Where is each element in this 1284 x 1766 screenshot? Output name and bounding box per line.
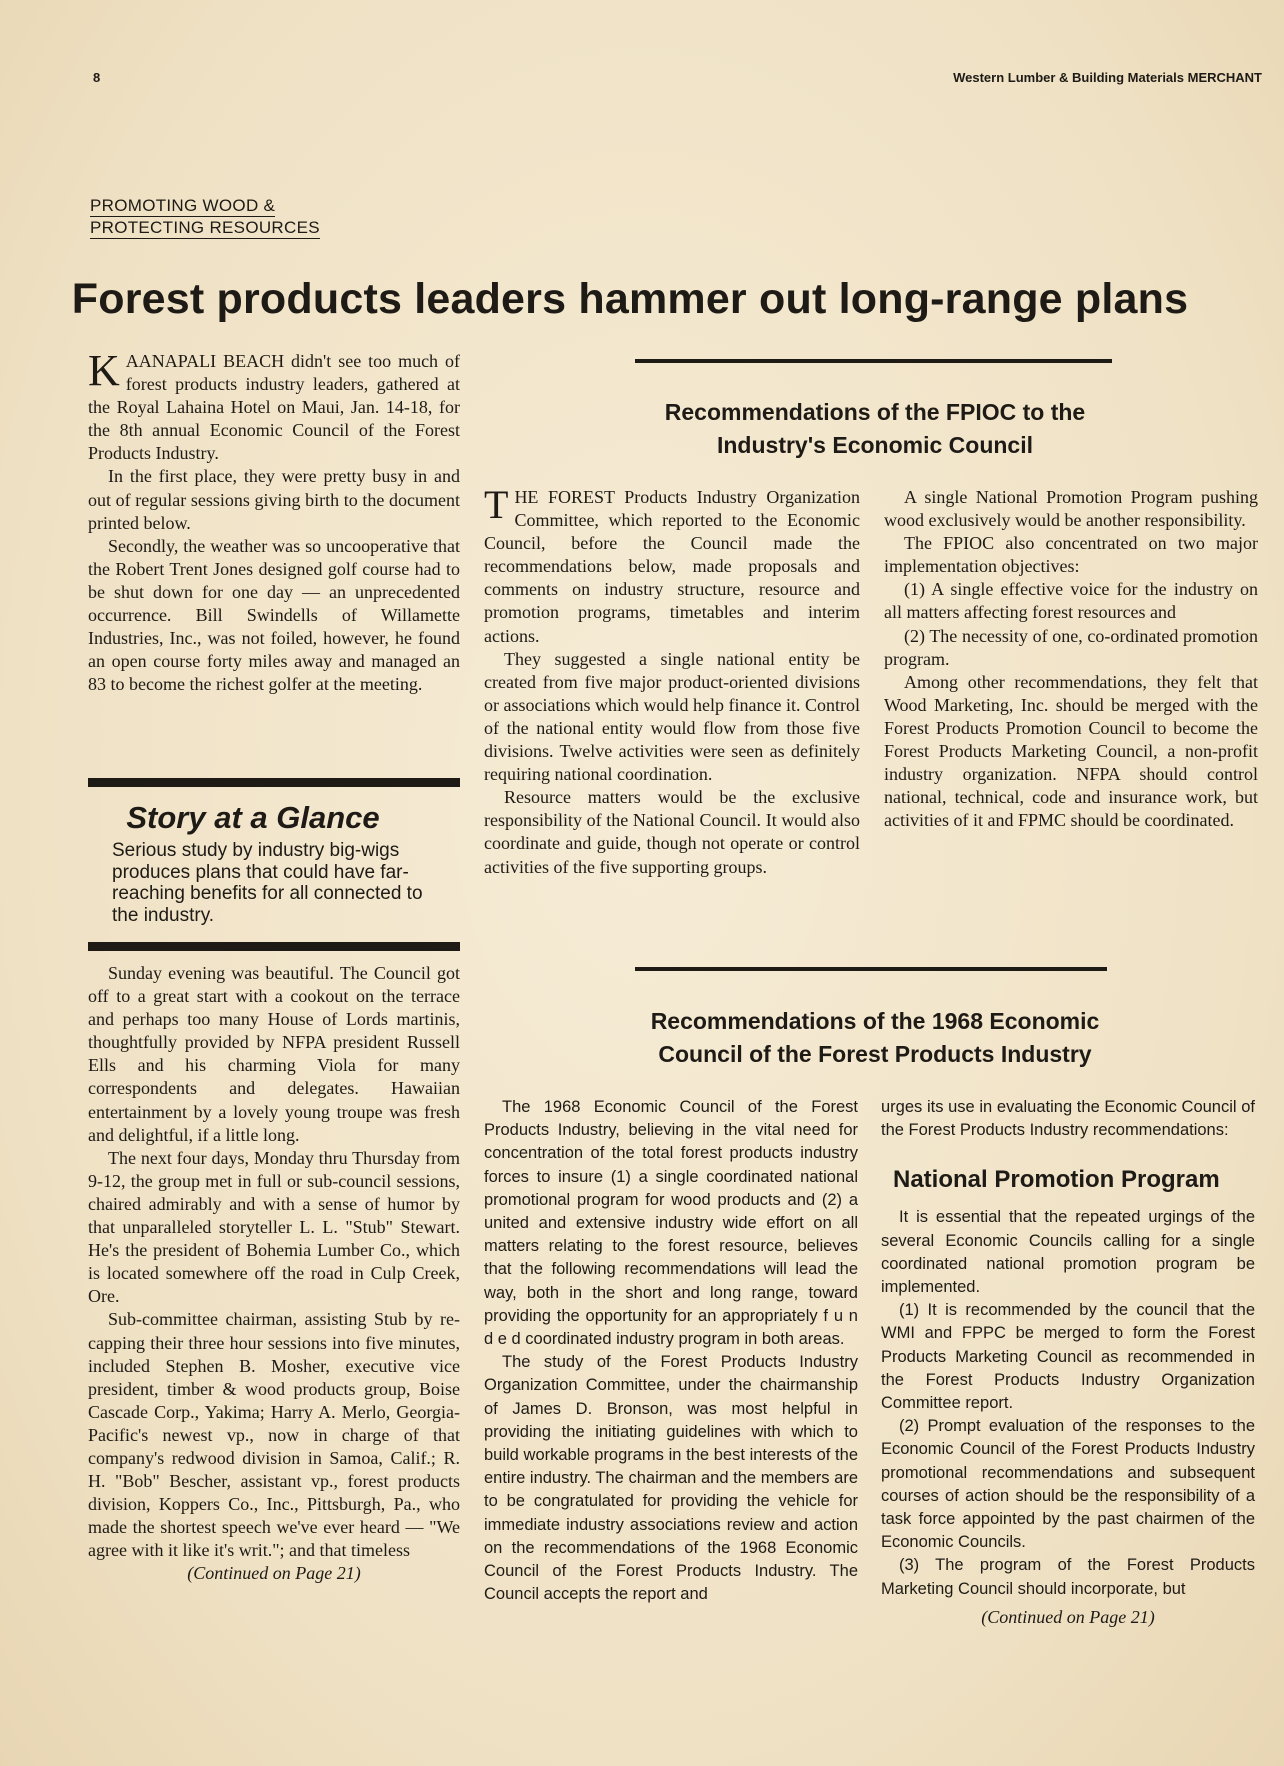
council-subhead: National Promotion Program [893,1166,1220,1194]
section-kicker [90,195,320,239]
story-paragraph-3: Secondly, the weather was so uncooperative that the Robert Trent Jones designed golf course had to be shut down for one day — an unprecedented occurrence. Bill Swindells of Willamette Industries, Inc., was not foiled, however, he found an open course forty miles away and managed an 83 to become the richest golfer at the meeting. [88,535,460,695]
fpioc-heading-line-2: Industry's Economic Council [716,432,1033,458]
council-heading [560,1005,1190,1071]
kicker-line-1: PROMOTING WOOD & [90,196,276,215]
glance-top-rule [88,778,460,787]
fpioc-paragraph-2: They suggested a single national entity be created from five major product-oriented divisions or associations which would help finance it. Control of the national entity would flow from those five divisions. Twelve activities were seen as definitely requiring national coordination. [484,648,860,785]
council-paragraph-4: It is essential that the repeated urgings of the several Economic Councils calling for a single coordinated national promotion program be implemented. [881,1208,1255,1297]
story-column-top [88,346,460,696]
fpioc-paragraph-7: (2) The necessity of one, co-ordinated promotion program. [884,625,1258,669]
kicker-line-2: PROTECTING RESOURCES [90,218,320,237]
glance-bottom-rule [88,942,460,951]
fpioc-column-2 [884,486,1258,832]
council-paragraph-1: The 1968 Economic Council of the Forest Products Industry, believing in the vital need for concentration of the total forest products industry forces to insure (1) a single coordinated national promotional program for wood products and (2) a united and extensive industry wide effort on all matters relating to the forest resource, believes that the following recommendations will lead the way, both in the short and long range, toward providing the opportunity for an appropriately f u n d e d coordinated industry program in both areas. [484,1098,858,1349]
story-dropcap: K [88,346,120,395]
fpioc-paragraph-3: Resource matters would be the exclusive responsibility of the National Council. It would also coordinate and guide, though not operate or control activities of the five supporting groups. [484,787,860,877]
fpioc-paragraph-1: THE FOREST Products Industry Organization Committee, which reported to the Economic Council, before the Council made the recommendations below, made proposals and comments on industry structure, resource and promotion programs, timetables and interim actions. [484,482,860,646]
fpioc-paragraph-8: Among other recommendations, they felt that Wood Marketing, Inc. should be merged with the Forest Products Promotion Council to become the Forest Products Marketing Council, a non-profit industry organization. NFPA should control national, technical, code and insurance work, but activities of it and FPMC should be coordinated. [884,671,1258,831]
council-heading-line-2: Council of the Forest Products Industry [658,1041,1092,1067]
publication-name: Western Lumber & Building Materials MERCHANT [953,70,1262,85]
story-paragraph-6: Sub-committee chairman, assisting Stub by re-capping their three hour sessions into five minutes, included Stephen B. Mosher, executive vice president, timber & wood products group, Boise Cascade Corp., Yakima; Harry A. Merlo, Georgia-Pacific's newest vp., now in charge of that company's redwood division in Samoa, Calif.; R. H. "Bob" Bescher, assistant vp., forest products division, Koppers Co., Inc., Pittsburgh, Pa., who made the shortest speech we've ever heard — "We agree with it like it's writ."; and that timeless [88,1309,460,1561]
page-number: 8 [93,70,101,85]
glance-title: Story at a Glance [126,800,380,835]
story-paragraph-1: KAANAPALI BEACH didn't see too much of forest products industry leaders, gathered at the Royal Lahaina Hotel on Maui, Jan. 14-18, for the 8th annual Economic Council of the Forest Products Industry. [88,346,460,464]
council-heading-line-1: Recommendations of the 1968 Economic [650,1008,1100,1034]
story-continued-note: (Continued on Page 21) [187,1563,361,1584]
fpioc-top-rule [635,359,1112,363]
fpioc-heading-line-1: Recommendations of the FPIOC to the [664,399,1086,425]
fpioc-paragraph-5: The FPIOC also concentrated on two major implementation objectives: [884,533,1258,577]
fpioc-paragraph-6: (1) A single effective voice for the industry on all matters affecting forest resources and [884,579,1258,623]
council-top-rule [635,967,1107,971]
fpioc-dropcap: T [484,482,509,527]
fpioc-column-1 [484,482,860,879]
council-paragraph-7: (3) The program of the Forest Products Marketing Council should incorporate, but [881,1556,1255,1598]
headline: Forest products leaders hammer out long-range plans [71,275,1189,323]
council-paragraph-6: (2) Prompt evaluation of the responses to the Economic Council of the Forest Products Industry promotional recommendations and subsequent courses of action should be the responsibility of a task force appointed by the past chairmen of the Economic Councils. [881,1417,1255,1552]
fpioc-heading [560,396,1190,462]
council-paragraph-2: The study of the Forest Products Industry Organization Committee, under the chairmanship of James D. Bronson, was most helpful in providing the initiating guidelines with which to build workable programs in the best interests of the entire industry. The chairman and the members are to be congratulated for providing the vehicle for immediate industry associations review and action on the recommendations of the 1968 Economic Council of the Forest Products Industry. The Council accepts the report and [484,1353,858,1604]
fpioc-paragraph-4: A single National Promotion Program pushing wood exclusively would be another responsibility. [884,487,1258,531]
council-continued-note: (Continued on Page 21) [981,1606,1155,1627]
story-paragraph-5: The next four days, Monday thru Thursday from 9-12, the group met in full or sub-council sessions, chaired admirably and with a sense of humor by that unparalleled storyteller L. L. "Stub" Stewart. He's the president of Bohemia Lumber Co., which is located somewhere off the road in Culp Creek, Ore. [88,1147,460,1307]
council-column-1 [484,1096,858,1606]
council-paragraph-5: (1) It is recommended by the council that the WMI and FPPC be merged to form the Forest Products Marketing Council as recommended in the Forest Products Industry Organization Committee report. [881,1301,1255,1413]
council-column-2 [881,1096,1255,1628]
glance-body: Serious study by industry big-wigs produces plans that could have far-reaching benefits for all connected to the industry. [112,840,423,926]
story-paragraph-2: In the first place, they were pretty busy in and out of regular sessions giving birth to the document printed below. [88,466,460,533]
council-paragraph-3: urges its use in evaluating the Economic Council of the Forest Products Industry recommendations: [881,1098,1255,1140]
story-paragraph-4: Sunday evening was beautiful. The Council got off to a great start with a cookout on the terrace and perhaps too many House of Lords martinis, thoughtfully provided by NFPA president Russell Ells and his charming Viola for many correspondents and delegates. Hawaiian entertainment by a lovely young troupe was fresh and delightful, if a little long. [88,963,460,1145]
story-column-bottom [88,962,460,1584]
